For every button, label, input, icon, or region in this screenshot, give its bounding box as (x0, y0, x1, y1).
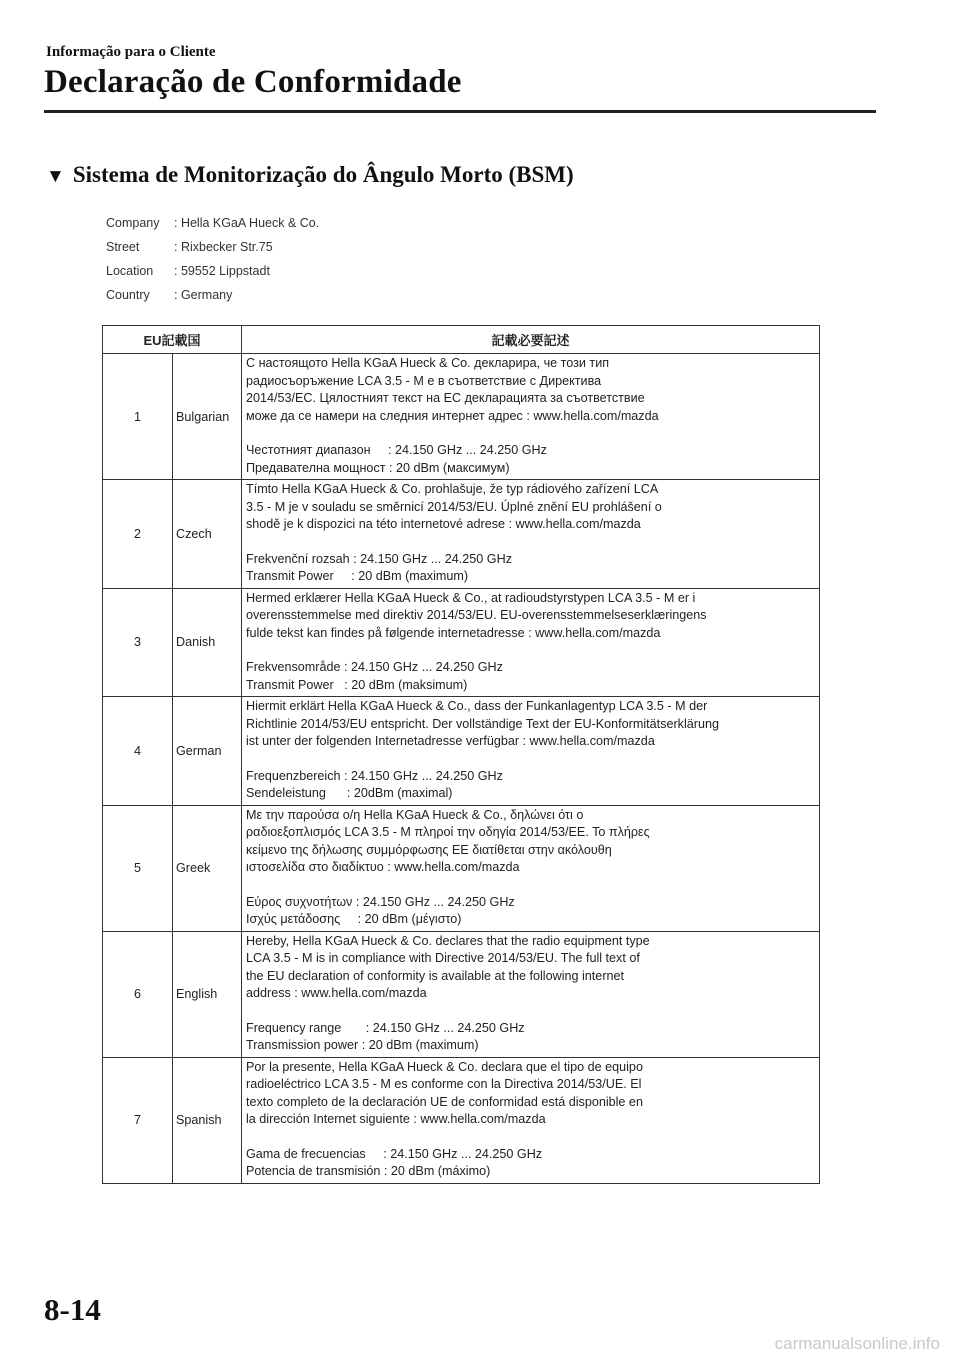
spec-line: Transmission power : 20 dBm (maximum) (246, 1038, 479, 1052)
row-number: 1 (103, 354, 173, 480)
row-number: 7 (103, 1057, 173, 1183)
table-row (103, 931, 820, 1057)
declaration-line: радиосъоръжение LCA 3.5 - M е в съответствие с Директива (246, 373, 602, 388)
address-key: Location (106, 264, 154, 278)
declaration-paragraph (246, 355, 815, 425)
header-description: 記載必要記述 (242, 326, 820, 354)
declaration-line: the EU declaration of conformity is available at the following internet (246, 968, 625, 983)
row-declaration-text (242, 480, 820, 589)
table-header-row (103, 326, 820, 354)
row-language: English (173, 931, 242, 1057)
row-number: 6 (103, 931, 173, 1057)
frequency-power-spec (246, 551, 815, 586)
frequency-power-spec (246, 659, 815, 694)
declaration-paragraph (246, 698, 815, 751)
declaration-line: overensstemmelse med direktiv 2014/53/EU. EU-overensstemmelseserklæringens (246, 608, 707, 622)
declaration-line: Hermed erklærer Hella KGaA Hueck & Co., at radioudstyrstypen LCA 3.5 - M er i (246, 590, 696, 605)
address-value: : 59552 Lippstadt (174, 264, 270, 278)
row-language: Greek (173, 805, 242, 931)
declaration-line: ist unter der folgenden Internetadresse verfügbar : www.hella.com/mazda (246, 734, 655, 748)
address-key: Country (106, 288, 150, 302)
spec-line: Potencia de transmisión : 20 dBm (máximo) (246, 1164, 491, 1178)
address-value: : Germany (174, 288, 233, 302)
declaration-line: 2014/53/EC. Цялостният текст на ЕС декларацията за съответствие (246, 391, 645, 405)
declaration-line: texto completo de la declaración UE de conformidad está disponible en (246, 1094, 643, 1109)
declaration-line: κείμενο της δήλωσης συμμόρφωσης ΕΕ διατίθεται στην ακόλουθη (246, 842, 612, 857)
header-country: EU記載国 (103, 326, 242, 354)
declaration-line: може да се намери на следния интернет адрес : www.hella.com/mazda (246, 408, 659, 423)
row-language: Czech (173, 480, 242, 589)
page-title: Declaração de Conformidade (44, 64, 462, 100)
section-title: Sistema de Monitorização do Ângulo Morto (BSM) (72, 162, 574, 187)
declaration-line: Hiermit erklärt Hella KGaA Hueck & Co., dass der Funkanlagentyp LCA 3.5 - M der (246, 699, 708, 713)
page-number: 8-14 (44, 1292, 101, 1327)
declaration-line: ραδιοεξοπλισμός LCA 3.5 - M πληροί την οδηγία 2014/53/ΕΕ. Το πλήρες (246, 825, 650, 839)
row-declaration-text (242, 805, 820, 931)
section-kicker: Informação para o Cliente (46, 44, 216, 60)
watermark: carmanualsonline.info (774, 1334, 940, 1353)
row-number: 4 (103, 697, 173, 806)
address-key: Company (106, 216, 160, 230)
declaration-line: LCA 3.5 - M is in compliance with Directive 2014/53/EU. The full text of (246, 951, 640, 965)
spec-line: Frekvensområde : 24.150 GHz ... 24.250 GHz (246, 660, 503, 674)
declaration-line: Por la presente, Hella KGaA Hueck & Co. declara que el tipo de equipo (246, 1059, 643, 1074)
manufacturer-address (106, 211, 319, 307)
declaration-line: С настоящото Hella KGaA Hueck & Co. декларира, че този тип (246, 356, 610, 370)
frequency-power-spec (246, 1020, 815, 1055)
frequency-power-spec (246, 1146, 815, 1181)
spec-line: Gama de frecuencias : 24.150 GHz ... 24.250 GHz (246, 1146, 543, 1161)
triangle-down-icon: ▼ (46, 166, 65, 187)
declaration-line: la dirección Internet siguiente : www.hella.com/mazda (246, 1112, 546, 1126)
title-rule (44, 110, 876, 113)
table-row (103, 1057, 820, 1183)
row-declaration-text (242, 697, 820, 806)
declaration-paragraph (246, 807, 815, 877)
row-number: 2 (103, 480, 173, 589)
spec-line: Frequency range : 24.150 GHz ... 24.250 GHz (246, 1020, 525, 1035)
declaration-line: fulde tekst kan findes på følgende internetadresse : www.hella.com/mazda (246, 625, 661, 640)
declaration-line: Hereby, Hella KGaA Hueck & Co. declares that the radio equipment type (246, 933, 650, 948)
row-declaration-text (242, 354, 820, 480)
declaration-paragraph (246, 1059, 815, 1129)
address-key: Street (106, 240, 140, 254)
row-declaration-text (242, 588, 820, 697)
declaration-line: Tímto Hella KGaA Hueck & Co. prohlašuje, že typ rádiového zařízení LCA (246, 482, 659, 496)
table-row (103, 480, 820, 589)
table-row (103, 697, 820, 806)
declaration-paragraph (246, 590, 815, 643)
address-row (106, 259, 319, 283)
declaration-paragraph (246, 481, 815, 534)
spec-line: Честотният диапазон : 24.150 GHz ... 24.250 GHz (246, 443, 547, 457)
spec-line: Transmit Power : 20 dBm (maximum) (246, 569, 469, 583)
spec-line: Sendeleistung : 20dBm (maximal) (246, 786, 453, 800)
row-declaration-text (242, 1057, 820, 1183)
address-row (106, 211, 319, 235)
declaration-paragraph (246, 933, 815, 1003)
row-language: Spanish (173, 1057, 242, 1183)
address-value: : Hella KGaA Hueck & Co. (174, 216, 320, 230)
spec-line: Ισχύς μετάδοσης : 20 dBm (μέγιστο) (246, 912, 462, 926)
frequency-power-spec (246, 442, 815, 477)
frequency-power-spec (246, 768, 815, 803)
declaration-line: address : www.hella.com/mazda (246, 986, 427, 1000)
table-row (103, 588, 820, 697)
declaration-line: Με την παρούσα ο/η Hella KGaA Hueck & Co., δηλώνει ότι ο (246, 807, 584, 822)
row-declaration-text (242, 931, 820, 1057)
table-row (103, 354, 820, 480)
declaration-table (102, 325, 820, 1184)
declaration-line: ιστοσελίδα στο διαδίκτυο : www.hella.com/mazda (246, 860, 520, 874)
address-value: : Rixbecker Str.75 (174, 240, 273, 254)
row-language: German (173, 697, 242, 806)
row-number: 3 (103, 588, 173, 697)
declaration-line: shodě je k dispozici na této internetové adrese : www.hella.com/mazda (246, 517, 641, 531)
row-language: Danish (173, 588, 242, 697)
row-language: Bulgarian (173, 354, 242, 480)
spec-line: Frekvenční rozsah : 24.150 GHz ... 24.250 GHz (246, 551, 512, 566)
declaration-line: 3.5 - M je v souladu se směrnicí 2014/53/EU. Úplné znění EU prohlášení o (246, 499, 662, 514)
declaration-line: radioeléctrico LCA 3.5 - M es conforme con la Directiva 2014/53/UE. El (246, 1077, 642, 1091)
spec-line: Transmit Power : 20 dBm (maksimum) (246, 677, 468, 692)
frequency-power-spec (246, 894, 815, 929)
address-row (106, 235, 319, 259)
declaration-line: Richtlinie 2014/53/EU entspricht. Der vollständige Text der EU-Konformitätserklärung (246, 716, 719, 731)
spec-line: Frequenzbereich : 24.150 GHz ... 24.250 GHz (246, 768, 503, 783)
table-row (103, 805, 820, 931)
spec-line: Εύρος συχνοτήτων : 24.150 GHz ... 24.250 GHz (246, 894, 515, 909)
spec-line: Предавателна мощност : 20 dBm (максимум) (246, 460, 510, 475)
address-row (106, 283, 319, 307)
row-number: 5 (103, 805, 173, 931)
section-heading (46, 162, 574, 188)
